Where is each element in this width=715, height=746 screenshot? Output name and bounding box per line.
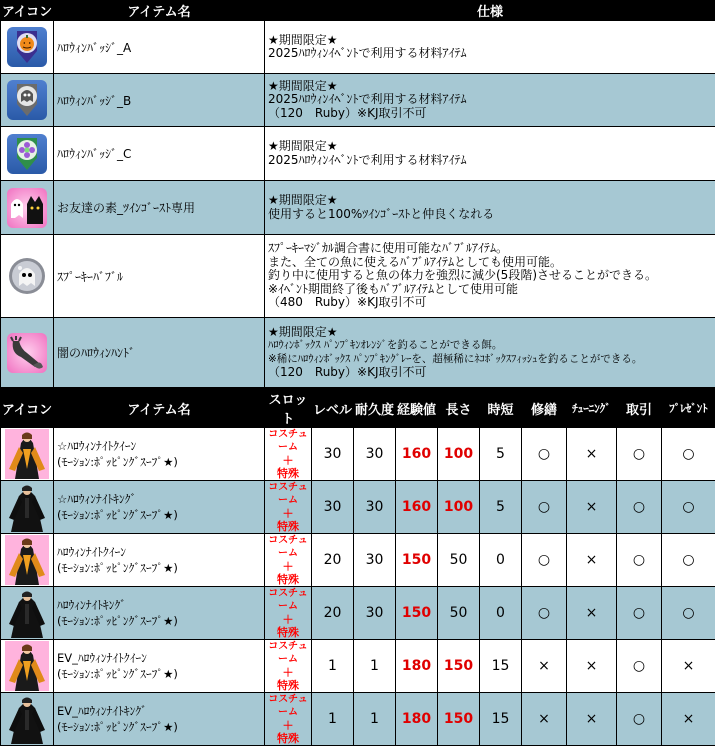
item-name [54, 693, 265, 746]
slot-line: ＋ [265, 507, 311, 520]
table-row [1, 74, 715, 127]
twin-ghost-icon [7, 188, 47, 228]
item-name: ﾊﾛｳｨﾝﾊﾞｯｼﾞ_B [54, 74, 265, 127]
header-item-name: アイテム名 [54, 389, 265, 428]
header-level: レベル [312, 389, 354, 428]
exp-value: 180 [396, 693, 438, 746]
item-spec [265, 235, 715, 318]
tuning-value: × [567, 587, 617, 640]
item-name [54, 587, 265, 640]
header-repair: 修繕 [522, 389, 567, 428]
spec-line: 釣り中に使用すると魚の体力を強烈に減少(5段階)させることができる。 [268, 269, 715, 283]
slot-cell [265, 640, 312, 693]
header-timesave: 時短 [480, 389, 522, 428]
slot-line: 特殊 [265, 467, 311, 480]
slot-line: コスチューム [265, 640, 311, 666]
costume-header-row [1, 389, 715, 428]
item-name [54, 428, 265, 481]
item-spec [265, 21, 715, 74]
icon-cell [1, 235, 54, 318]
item-name [54, 640, 265, 693]
item-name: ﾊﾛｳｨﾝﾊﾞｯｼﾞ_C [54, 127, 265, 181]
level-value: 1 [312, 640, 354, 693]
timesave-value: 5 [480, 428, 522, 481]
table-row [1, 21, 715, 74]
durability-value: 30 [354, 534, 396, 587]
length-value: 50 [438, 587, 480, 640]
timesave-value: 5 [480, 481, 522, 534]
header-spec: 仕様 [265, 1, 715, 21]
spec-line: 使用すると100%ﾂｲﾝｺﾞｰｽﾄと仲良くなれる [268, 208, 715, 222]
spec-line: ★期間限定★ [268, 194, 715, 208]
spec-line: ★期間限定★ [268, 34, 715, 48]
tuning-value: × [567, 640, 617, 693]
icon-cell [1, 587, 54, 640]
header-present: ﾌﾟﾚｾﾞﾝﾄ [662, 389, 715, 428]
present-value: ○ [662, 534, 715, 587]
durability-value: 1 [354, 640, 396, 693]
item-spec [265, 181, 715, 235]
icon-cell [1, 428, 54, 481]
slot-line: ＋ [265, 666, 311, 679]
tuning-value: × [567, 481, 617, 534]
length-value: 100 [438, 481, 480, 534]
flower-badge-icon [7, 134, 47, 174]
repair-value: ○ [522, 481, 567, 534]
item-name [54, 534, 265, 587]
slot-line: 特殊 [265, 520, 311, 533]
level-value: 1 [312, 693, 354, 746]
table-row [1, 640, 715, 693]
item-motion-line: (ﾓｰｼｮﾝ:ﾎﾟｯﾋﾟﾝｸﾞｽｰﾌﾟ★) [57, 666, 264, 682]
trade-value: ○ [617, 481, 662, 534]
icon-cell [1, 74, 54, 127]
item-name: お友達の素_ﾂｲﾝｺﾞｰｽﾄ専用 [54, 181, 265, 235]
header-exp: 経験値 [396, 389, 438, 428]
spec-line: 2025ﾊﾛｳｨﾝｲﾍﾞﾝﾄで利用する材料ｱｲﾃﾑ [268, 47, 715, 61]
icon-cell [1, 693, 54, 746]
slot-line: コスチューム [265, 534, 311, 560]
table-row [1, 693, 715, 746]
costume-queen-icon [5, 535, 49, 585]
slot-line: コスチューム [265, 428, 311, 454]
length-value: 150 [438, 693, 480, 746]
header-tuning: ﾁｭｰﾆﾝｸﾞ [567, 389, 617, 428]
pumpkin-badge-icon [7, 27, 47, 67]
header-durability: 耐久度 [354, 389, 396, 428]
table-row [1, 428, 715, 481]
icon-cell [1, 640, 54, 693]
spec-line: （480 Ruby）※KJ取引不可 [268, 296, 715, 310]
spec-line: ｽﾌﾟｰｷｰﾏｼﾞｶﾙ調合書に使用可能なﾊﾞﾌﾞﾙｱｲﾃﾑ。 [268, 242, 715, 256]
slot-line: ＋ [265, 719, 311, 732]
slot-line: コスチューム [265, 587, 311, 613]
repair-value: × [522, 640, 567, 693]
spec-line: ★期間限定★ [268, 80, 715, 94]
item-spec-header-row [1, 1, 715, 21]
tuning-value: × [567, 693, 617, 746]
costume-king-icon [5, 588, 49, 638]
tuning-value: × [567, 534, 617, 587]
slot-line: コスチューム [265, 481, 311, 507]
slot-line: ＋ [265, 454, 311, 467]
timesave-value: 0 [480, 587, 522, 640]
item-name-line: EV_ﾊﾛｳｨﾝﾅｲﾄｸｲｰﾝ [57, 650, 264, 666]
spec-line: ※ｲﾍﾞﾝﾄ期間終了後もﾊﾞﾌﾞﾙｱｲﾃﾑとして使用可能 [268, 283, 715, 297]
durability-value: 30 [354, 481, 396, 534]
slot-line: コスチューム [265, 693, 311, 719]
timesave-value: 15 [480, 693, 522, 746]
item-spec [265, 74, 715, 127]
table-row [1, 318, 715, 388]
slot-line: 特殊 [265, 573, 311, 586]
icon-cell [1, 318, 54, 388]
costume-king-icon [5, 694, 49, 744]
length-value: 50 [438, 534, 480, 587]
table-row [1, 587, 715, 640]
slot-cell [265, 481, 312, 534]
item-name: ﾊﾛｳｨﾝﾊﾞｯｼﾞ_A [54, 21, 265, 74]
header-slot: スロット [265, 389, 312, 428]
present-value: ○ [662, 428, 715, 481]
present-value: × [662, 640, 715, 693]
item-name-line: ☆ﾊﾛｳｨﾝﾅｲﾄｸｲｰﾝ [57, 438, 264, 454]
item-name: 闇のﾊﾛｳｨﾝﾊﾝﾄﾞ [54, 318, 265, 388]
item-spec [265, 318, 715, 388]
spec-line: ★期間限定★ [268, 326, 715, 340]
dark-hand-icon [7, 333, 47, 373]
item-motion-line: (ﾓｰｼｮﾝ:ﾎﾟｯﾋﾟﾝｸﾞｽｰﾌﾟ★) [57, 507, 264, 523]
slot-cell [265, 587, 312, 640]
spec-line: 2025ﾊﾛｳｨﾝｲﾍﾞﾝﾄで利用する材料ｱｲﾃﾑ [268, 154, 715, 168]
present-value: × [662, 693, 715, 746]
costume-table [0, 388, 715, 746]
repair-value: ○ [522, 428, 567, 481]
trade-value: ○ [617, 587, 662, 640]
spec-line: ※稀にﾊﾛｳｨﾝﾎﾞｯｸｽ ﾊﾟﾝﾌﾟｷﾝｸﾞﾚｰを、超極稀にﾈｺﾎﾞｯｸｽﾌｨｯｼｭを釣ることができる。 [268, 353, 715, 367]
spec-line: ﾊﾛｳｨﾝﾎﾞｯｸｽ ﾊﾟﾝﾌﾟｷﾝｵﾚﾝｼﾞを釣ることができる餌。 [268, 339, 715, 353]
item-motion-line: (ﾓｰｼｮﾝ:ﾎﾟｯﾋﾟﾝｸﾞｽｰﾌﾟ★) [57, 613, 264, 629]
slot-line: 特殊 [265, 679, 311, 692]
table-row [1, 127, 715, 181]
item-name-line: ﾊﾛｳｨﾝﾅｲﾄｷﾝｸﾞ [57, 597, 264, 613]
table-row [1, 534, 715, 587]
spec-line: （120 Ruby）※KJ取引不可 [268, 107, 715, 121]
slot-line: 特殊 [265, 732, 311, 745]
exp-value: 150 [396, 534, 438, 587]
header-item-name: アイテム名 [54, 1, 265, 21]
level-value: 30 [312, 428, 354, 481]
present-value: ○ [662, 481, 715, 534]
trade-value: ○ [617, 534, 662, 587]
spec-line: （120 Ruby）※KJ取引不可 [268, 366, 715, 380]
timesave-value: 0 [480, 534, 522, 587]
ghost-badge-icon [7, 80, 47, 120]
slot-line: ＋ [265, 613, 311, 626]
exp-value: 150 [396, 587, 438, 640]
length-value: 150 [438, 640, 480, 693]
trade-value: ○ [617, 693, 662, 746]
item-name-line: EV_ﾊﾛｳｨﾝﾅｲﾄｷﾝｸﾞ [57, 703, 264, 719]
present-value: ○ [662, 587, 715, 640]
table-row [1, 481, 715, 534]
exp-value: 160 [396, 481, 438, 534]
level-value: 20 [312, 587, 354, 640]
durability-value: 1 [354, 693, 396, 746]
icon-cell [1, 21, 54, 74]
trade-value: ○ [617, 428, 662, 481]
item-spec [265, 127, 715, 181]
slot-cell [265, 693, 312, 746]
item-motion-line: (ﾓｰｼｮﾝ:ﾎﾟｯﾋﾟﾝｸﾞｽｰﾌﾟ★) [57, 454, 264, 470]
icon-cell [1, 127, 54, 181]
costume-queen-icon [5, 641, 49, 691]
slot-cell [265, 534, 312, 587]
tuning-value: × [567, 428, 617, 481]
item-name [54, 481, 265, 534]
costume-queen-icon [5, 429, 49, 479]
spec-line: また、全ての魚に使えるﾊﾞﾌﾞﾙｱｲﾃﾑとしても使用可能。 [268, 256, 715, 270]
repair-value: × [522, 693, 567, 746]
icon-cell [1, 181, 54, 235]
slot-cell [265, 428, 312, 481]
exp-value: 160 [396, 428, 438, 481]
item-motion-line: (ﾓｰｼｮﾝ:ﾎﾟｯﾋﾟﾝｸﾞｽｰﾌﾟ★) [57, 719, 264, 735]
length-value: 100 [438, 428, 480, 481]
exp-value: 180 [396, 640, 438, 693]
repair-value: ○ [522, 587, 567, 640]
durability-value: 30 [354, 587, 396, 640]
trade-value: ○ [617, 640, 662, 693]
header-icon: アイコン [1, 1, 54, 21]
costume-king-icon [5, 482, 49, 532]
header-length: 長さ [438, 389, 480, 428]
header-trade: 取引 [617, 389, 662, 428]
durability-value: 30 [354, 428, 396, 481]
icon-cell [1, 534, 54, 587]
item-motion-line: (ﾓｰｼｮﾝ:ﾎﾟｯﾋﾟﾝｸﾞｽｰﾌﾟ★) [57, 560, 264, 576]
slot-line: 特殊 [265, 626, 311, 639]
timesave-value: 15 [480, 640, 522, 693]
item-name-line: ﾊﾛｳｨﾝﾅｲﾄｸｲｰﾝ [57, 544, 264, 560]
repair-value: ○ [522, 534, 567, 587]
spec-line: ★期間限定★ [268, 140, 715, 154]
icon-cell [1, 481, 54, 534]
level-value: 30 [312, 481, 354, 534]
item-name: ｽﾌﾟｰｷｰﾊﾞﾌﾞﾙ [54, 235, 265, 318]
header-icon: アイコン [1, 389, 54, 428]
item-name-line: ☆ﾊﾛｳｨﾝﾅｲﾄｷﾝｸﾞ [57, 491, 264, 507]
spec-line: 2025ﾊﾛｳｨﾝｲﾍﾞﾝﾄで利用する材料ｱｲﾃﾑ [268, 93, 715, 107]
table-row [1, 235, 715, 318]
table-row [1, 181, 715, 235]
level-value: 20 [312, 534, 354, 587]
slot-line: ＋ [265, 560, 311, 573]
spooky-bubble-icon [7, 256, 47, 296]
